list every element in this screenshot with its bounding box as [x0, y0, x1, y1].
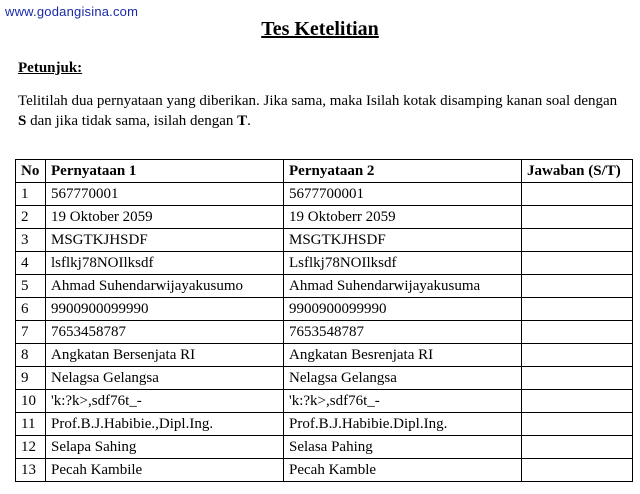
row-number: 13 [16, 459, 46, 482]
answer-cell[interactable] [522, 275, 633, 298]
statement-1: Ahmad Suhendarwijayakusumo [46, 275, 284, 298]
answer-cell[interactable] [522, 206, 633, 229]
instructions-text [18, 91, 628, 131]
table-body [16, 183, 633, 482]
table-row [16, 275, 633, 298]
statement-1: Prof.B.J.Habibie.,Dipl.Ing. [46, 413, 284, 436]
row-number: 11 [16, 413, 46, 436]
header-statement-2: Pernyataan 2 [284, 160, 522, 183]
instructions-part2: dan jika tidak sama, isilah dengan [26, 113, 238, 129]
statement-1: Pecah Kambile [46, 459, 284, 482]
row-number: 7 [16, 321, 46, 344]
statement-2: 7653548787 [284, 321, 522, 344]
statement-1: 9900900099990 [46, 298, 284, 321]
statement-1: Selapa Sahing [46, 436, 284, 459]
answer-cell[interactable] [522, 436, 633, 459]
table-row [16, 459, 633, 482]
page-title: Tes Ketelitian [261, 18, 379, 40]
answer-cell[interactable] [522, 367, 633, 390]
answer-cell[interactable] [522, 390, 633, 413]
answer-cell[interactable] [522, 413, 633, 436]
row-number: 10 [16, 390, 46, 413]
answer-cell[interactable] [522, 459, 633, 482]
header-no: No [16, 160, 46, 183]
statement-1: 567770001 [46, 183, 284, 206]
statement-2: Prof.B.J.Habibie.Dipl.Ing. [284, 413, 522, 436]
statement-2: 9900900099990 [284, 298, 522, 321]
row-number: 12 [16, 436, 46, 459]
answer-cell[interactable] [522, 183, 633, 206]
statement-2: 'k:?k>,sdf76t_- [284, 390, 522, 413]
statement-2: Lsflkj78NOIlksdf [284, 252, 522, 275]
instructions-part1: Telitilah dua pernyataan yang diberikan. Jika sama, maka Isilah kotak disamping kanan soal dengan [18, 93, 618, 109]
statement-2: 5677700001 [284, 183, 522, 206]
instructions-end: . [247, 113, 251, 129]
site-watermark: www.godangisina.com [5, 4, 139, 19]
answer-cell[interactable] [522, 321, 633, 344]
table-row [16, 229, 633, 252]
statement-1: 7653458787 [46, 321, 284, 344]
accuracy-test-table [15, 159, 633, 482]
row-number: 3 [16, 229, 46, 252]
table-row [16, 390, 633, 413]
answer-cell[interactable] [522, 229, 633, 252]
table-row [16, 298, 633, 321]
row-number: 8 [16, 344, 46, 367]
answer-cell[interactable] [522, 252, 633, 275]
table-row [16, 413, 633, 436]
table-row [16, 321, 633, 344]
answer-cell[interactable] [522, 344, 633, 367]
statement-2: Pecah Kamble [284, 459, 522, 482]
different-letter: T [237, 113, 248, 129]
header-answer: Jawaban (S/T) [522, 160, 633, 183]
same-letter: S [18, 113, 27, 129]
statement-1: 'k:?k>,sdf76t_- [46, 390, 284, 413]
row-number: 1 [16, 183, 46, 206]
row-number: 2 [16, 206, 46, 229]
row-number: 6 [16, 298, 46, 321]
row-number: 5 [16, 275, 46, 298]
table-row [16, 206, 633, 229]
table-row [16, 183, 633, 206]
statement-2: Nelagsa Gelangsa [284, 367, 522, 390]
table-row [16, 344, 633, 367]
statement-1: MSGTKJHSDF [46, 229, 284, 252]
statement-1: Angkatan Bersenjata RI [46, 344, 284, 367]
table-row [16, 252, 633, 275]
header-statement-1: Pernyataan 1 [46, 160, 284, 183]
statement-2: 19 Oktoberr 2059 [284, 206, 522, 229]
statement-2: Selasa Pahing [284, 436, 522, 459]
answer-cell[interactable] [522, 298, 633, 321]
statement-1: lsflkj78NOIlksdf [46, 252, 284, 275]
table-row [16, 367, 633, 390]
row-number: 9 [16, 367, 46, 390]
statement-1: 19 Oktober 2059 [46, 206, 284, 229]
instructions-heading: Petunjuk: [18, 60, 83, 76]
row-number: 4 [16, 252, 46, 275]
statement-2: MSGTKJHSDF [284, 229, 522, 252]
table-header-row [16, 160, 633, 183]
table-row [16, 436, 633, 459]
statement-2: Ahmad Suhendarwijayakusuma [284, 275, 522, 298]
statement-1: Nelagsa Gelangsa [46, 367, 284, 390]
statement-2: Angkatan Besrenjata RI [284, 344, 522, 367]
